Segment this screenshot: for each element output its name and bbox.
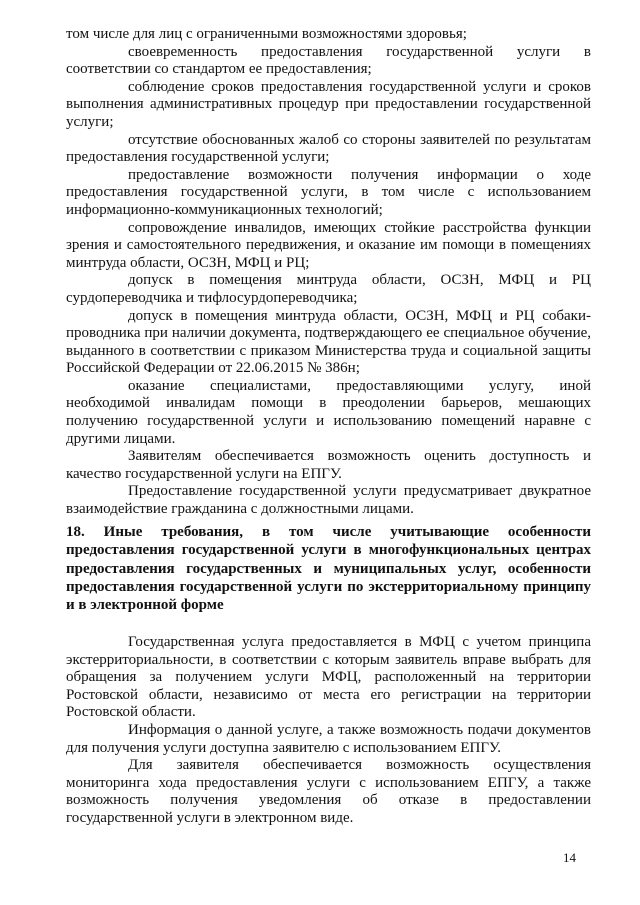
section-body	[66, 634, 591, 828]
page-number: 14	[563, 850, 576, 865]
paragraph: Государственная услуга предоставляется в МФЦ с учетом принципа экстерриториальности, в соответствии с которым заявитель вправе выбрать для обращения за получением услуги МФЦ, расположенный на территории Ростовской области, независимо от места его регистрации на территории Ростовской области.	[66, 634, 591, 721]
paragraph: Заявителям обеспечивается возможность оценить доступность и качество государственной услуги на ЕПГУ.	[66, 448, 591, 482]
section-heading: 18. Иные требования, в том числе учитывающие особенности предоставления государственной услуги в многофункциональных центрах предоставления государственных и муниципальных услуг, особенности предоставления государственной услуги по экстерриториальному принципу и в электронной форме	[66, 524, 591, 614]
requirements-list	[66, 26, 591, 519]
paragraph: Для заявителя обеспечивается возможность осуществления мониторинга хода предоставления услуги с использованием ЕПГУ, а также возможность получения уведомления об отказе в предоставлении государственной услуги в электронном виде.	[66, 757, 591, 826]
section-heading-block	[66, 523, 591, 614]
list-item: том числе для лиц с ограниченными возможностями здоровья;	[66, 26, 467, 42]
list-item: отсутствие обоснованных жалоб со стороны заявителей по результатам предоставления государственной услуги;	[66, 131, 591, 166]
list-item: допуск в помещения минтруда области, ОСЗН, МФЦ и РЦ собаки-проводника при наличии документа, подтверждающего ее специальное обучение, выданного в соответствии с приказом Министерства труда и социальной защиты Российской Федерации от 22.06.2015 № 386н;	[66, 307, 591, 377]
list-item: соблюдение сроков предоставления государственной услуги и сроков выполнения административных процедур при предоставлении государственной услуги;	[66, 78, 591, 130]
list-item: допуск в помещения минтруда области, ОСЗН, МФЦ и РЦ сурдопереводчика и тифлосурдопереводчика;	[66, 272, 591, 306]
list-item: своевременность предоставления государственной услуги в соответствии со стандартом ее предоставления;	[66, 43, 591, 78]
paragraph: Информация о данной услуге, а также возможность подачи документов для получения услуги доступна заявителю с использованием ЕПГУ.	[66, 721, 591, 756]
list-item: оказание специалистами, предоставляющими услугу, иной необходимой инвалидам помощи в преодолении барьеров, мешающих получению государственной услуги и использованию помещений наравне с другими лицами.	[66, 377, 591, 447]
paragraph: Предоставление государственной услуги предусматривает двукратное взаимодействие гражданина с должностными лицами.	[66, 483, 591, 518]
list-item: предоставление возможности получения информации о ходе предоставления государственной услуги, в том числе с использованием информационно-коммуникационных технологий;	[66, 166, 591, 218]
list-item: сопровождение инвалидов, имеющих стойкие расстройства функции зрения и самостоятельного передвижения, и оказание им помощи в помещениях минтруда области, ОСЗН, МФЦ и РЦ;	[66, 219, 591, 271]
